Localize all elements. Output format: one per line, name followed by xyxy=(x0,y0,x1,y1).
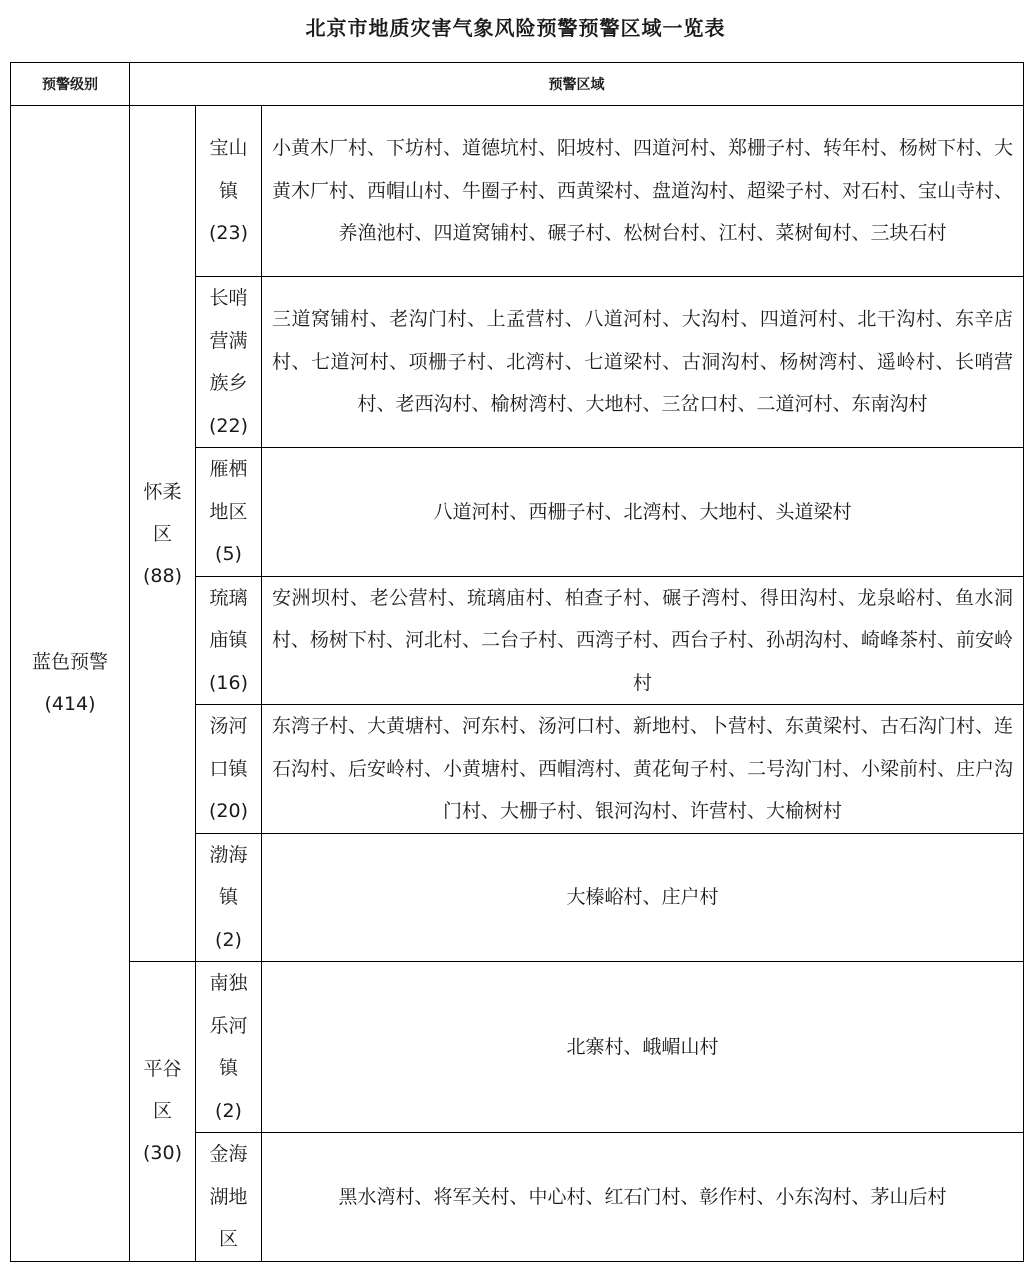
town-name-line: 乐河 xyxy=(209,1014,248,1037)
village-list: 北寨村、峨嵋山村 xyxy=(262,962,1024,1133)
town-cell xyxy=(196,962,262,1133)
header-level: 预警级别 xyxy=(11,63,130,106)
district-count: (30) xyxy=(142,1142,182,1165)
district-name-line: 怀柔 xyxy=(143,480,182,503)
town-name-line: 汤河 xyxy=(209,715,248,737)
town-name-line: 营满 xyxy=(209,329,248,352)
town-cell xyxy=(196,1133,262,1262)
town-name-line: 长哨 xyxy=(209,287,248,309)
district-cell xyxy=(130,106,196,962)
town-name-line: 湖地 xyxy=(209,1185,248,1208)
town-cell xyxy=(196,448,262,577)
town-name-line: 琉璃 xyxy=(209,586,248,609)
town-name-line: 族乡 xyxy=(209,372,248,394)
town-name-line: 金海 xyxy=(209,1143,248,1165)
district-count: (88) xyxy=(142,564,182,587)
town-name-line: 南独 xyxy=(209,972,248,994)
level-cell xyxy=(11,106,130,1262)
table-header-row xyxy=(11,63,1024,106)
town-cell xyxy=(196,833,262,962)
village-list: 小黄木厂村、下坊村、道德坑村、阳坡村、四道河村、郑栅子村、转年村、杨树下村、大黄木厂村、西帽山村、牛圈子村、西黄梁村、盘道沟村、超梁子村、对石村、宝山寺村、养渔池村、四道窝铺村、碾子村、松树台村、江村、菜树甸村、三块石村 xyxy=(262,106,1024,277)
town-name-line: 地区 xyxy=(209,500,248,523)
town-name-line: 镇 xyxy=(218,886,238,908)
town-name-line: 庙镇 xyxy=(209,629,248,651)
town-count: (16) xyxy=(208,671,248,694)
village-list: 三道窝铺村、老沟门村、上孟营村、八道河村、大沟村、四道河村、北干沟村、东辛店村、七道河村、项栅子村、北湾村、七道梁村、古洞沟村、杨树湾村、遥岭村、长哨营村、老西沟村、榆树湾村、大地村、三岔口村、二道河村、东南沟村 xyxy=(262,277,1024,448)
village-list: 大榛峪村、庄户村 xyxy=(262,833,1024,962)
village-list: 八道河村、西栅子村、北湾村、大地村、头道梁村 xyxy=(262,448,1024,577)
level-name: 蓝色预警 xyxy=(31,651,108,674)
table-row xyxy=(11,962,1024,1133)
district-cell xyxy=(130,962,196,1262)
town-cell xyxy=(196,576,262,705)
table-row xyxy=(11,106,1024,277)
town-count: (5) xyxy=(215,543,242,565)
town-cell xyxy=(196,277,262,448)
village-list: 黑水湾村、将军关村、中心村、红石门村、彰作村、小东沟村、茅山后村 xyxy=(262,1133,1024,1262)
district-name-line: 区 xyxy=(152,1100,172,1123)
town-name-line: 雁栖 xyxy=(209,458,248,480)
header-region: 预警区域 xyxy=(130,63,1024,106)
page-title: 北京市地质灾害气象风险预警预警区域一览表 xyxy=(305,16,726,40)
town-name-line: 镇 xyxy=(218,1057,238,1079)
town-name-line: 口镇 xyxy=(209,757,248,780)
town-count: (23) xyxy=(208,222,248,245)
town-count: (2) xyxy=(215,928,242,951)
district-name-line: 区 xyxy=(152,522,172,545)
town-count: (2) xyxy=(215,1099,242,1122)
district-name-line: 平谷 xyxy=(143,1058,182,1081)
town-name-line: 镇 xyxy=(218,179,238,202)
village-list: 安洲坝村、老公营村、琉璃庙村、柏查子村、碾子湾村、得田沟村、龙泉峪村、鱼水洞村、杨树下村、河北村、二台子村、西湾子村、西台子村、孙胡沟村、崎峰茶村、前安岭村 xyxy=(262,576,1024,705)
town-count: (20) xyxy=(208,800,248,822)
village-list: 东湾子村、大黄塘村、河东村、汤河口村、新地村、卜营村、东黄梁村、古石沟门村、连石沟村、后安岭村、小黄塘村、西帽湾村、黄花甸子村、二号沟门村、小梁前村、庄户沟门村、大栅子村、银河沟村、许营村、大榆树村 xyxy=(262,705,1024,834)
town-cell xyxy=(196,705,262,834)
warning-region-table xyxy=(10,62,1024,1262)
town-cell xyxy=(196,106,262,277)
level-count: (414) xyxy=(44,693,96,716)
town-name-line: 区 xyxy=(218,1228,238,1250)
town-name-line: 渤海 xyxy=(209,843,248,866)
town-count: (22) xyxy=(208,414,248,437)
town-name-line: 宝山 xyxy=(209,137,248,160)
